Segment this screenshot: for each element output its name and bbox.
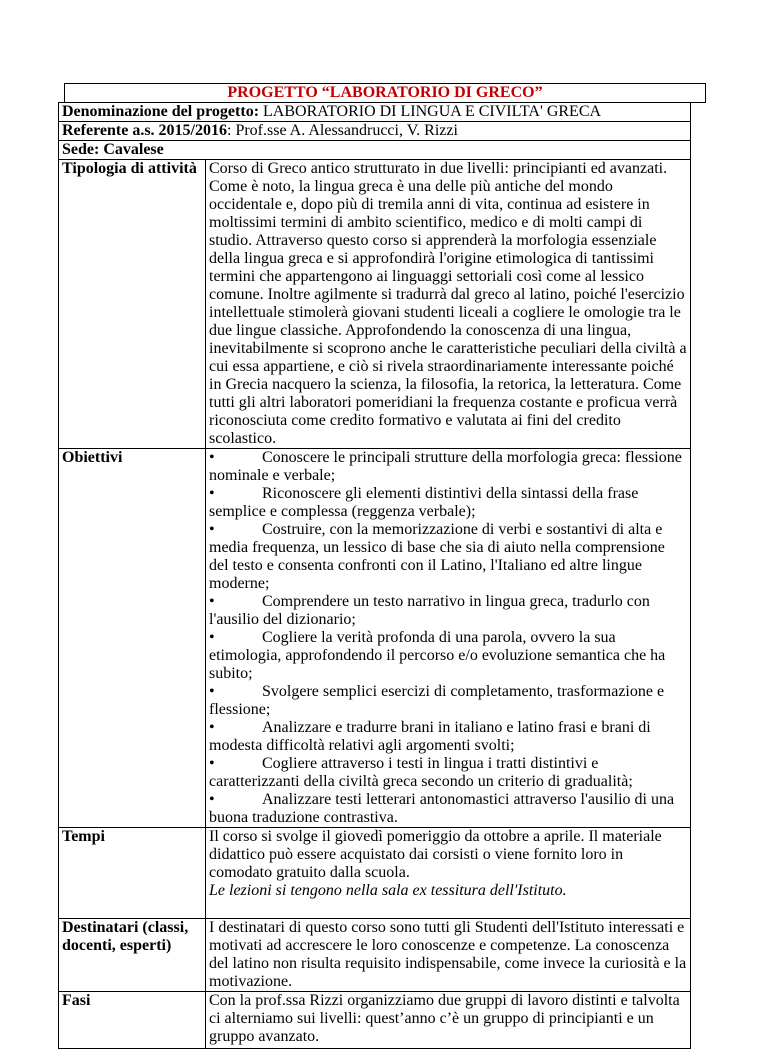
bullet: • [209, 629, 215, 646]
tipologia-text: Corso di Greco antico strutturato in due livelli: principianti ed avanzati. Come è noto, la lingua greca è una delle più antiche del mondo occidentale e, dopo più di tremila anni di vita, continua ad esistere in moltissimi termini di ambito scientifico, medico e di molti campi di studio. Attraverso questo corso si apprenderà la morfologia essenziale della lingua greca e si approfondirà l'origine etimologica di tantissimi termini che appartengono ai linguaggi settoriali così come al lessico comune. Inoltre agilmente si tradurrà dal greco al latino, poiché l'esercizio intellettuale stimolerà giovani studenti liceali a cogliere le omologie tra le due lingue classiche. Approfondendo la conoscenza di una lingua, inevitabilmente si scoprono anche le caratteristiche peculiari della civiltà a cui essa appartiene, e ciò si rivela straordinariamente interessante poiché in Grecia nacquero la scienza, la filosofia, la retorica, la letteratura. Come tutti gli altri laboratori pomeridiani la frequenza costante e proficua verrà riconosciuta come credito formativo e valutata ai fini del credito scolastico. [206, 160, 691, 449]
document-title: PROGETTO “LABORATORIO DI GRECO” [64, 83, 706, 103]
obiettivi-list [206, 449, 691, 828]
destinatari-text: I destinatari di questo corso sono tutti gli Studenti dell'Istituto interessati e motivati ad accrescere le loro conoscenze e competenze. La conoscenza del latino non risulta requisito indispensabile, come invece la curiosità e la motivazione. [206, 919, 691, 992]
table-row [59, 449, 691, 828]
objective-text: Analizzare testi letterari antonomastici attraverso l'ausilio di una buona traduzione contrastiva. [209, 791, 675, 826]
objective-text: Comprendere un testo narrativo in lingua greca, tradurlo con l'ausilio del dizionario; [209, 593, 650, 628]
tempi-note: Le lezioni si tengono nella sala ex tessitura dell'Istituto. [209, 882, 567, 899]
bullet: • [209, 755, 215, 772]
objective-text: Conoscere le principali strutture della morfologia greca: flessione nominale e verbale; [209, 449, 682, 484]
fasi-label: Fasi [59, 992, 206, 1049]
table-row [59, 828, 691, 919]
referente-value: : Prof.sse A. Alessandrucci, V. Rizzi [227, 122, 458, 139]
objective-text: Cogliere la verità profonda di una parola, ovvero la sua etimologia, approfondendo il percorso e/o evoluzione semantica che ha subito; [209, 629, 666, 682]
fasi-text: Con la prof.ssa Rizzi organizziamo due gruppi di lavoro distinti e talvolta ci alterniamo sui livelli: quest’anno c’è un gruppo di principianti e un gruppo avanzato. [206, 992, 691, 1049]
table-row [59, 160, 691, 449]
referente-label: Referente a.s. 2015/2016 [62, 122, 227, 139]
objective-item [209, 521, 688, 593]
project-name-label: Denominazione del progetto: [62, 103, 260, 120]
table-row [59, 919, 691, 992]
tipologia-label: Tipologia di attività [59, 160, 206, 449]
objective-text: Costruire, con la memorizzazione di verbi e sostantivi di alta e media frequenza, un lessico di base che sia di aiuto nella comprensione del testo e consenta confronti con il Latino, l'Italiano ed altre lingue moderne; [209, 521, 665, 592]
table-row [59, 992, 691, 1049]
bullet: • [209, 449, 215, 466]
tempi-cell [206, 828, 691, 919]
project-table [58, 102, 691, 1049]
objective-item [209, 593, 688, 629]
objective-item [209, 791, 688, 827]
bullet: • [209, 791, 215, 808]
project-name-value: LABORATORIO DI LINGUA E CIVILTA' GRECA [259, 103, 602, 120]
referente-cell [59, 122, 691, 141]
objective-text: Svolgere semplici esercizi di completamento, trasformazione e flessione; [209, 683, 665, 718]
objective-item [209, 755, 688, 791]
table-row [59, 122, 691, 141]
bullet: • [209, 719, 215, 736]
bullet: • [209, 485, 215, 502]
tempi-label: Tempi [59, 828, 206, 919]
objective-item [209, 719, 688, 755]
objective-item [209, 629, 688, 683]
obiettivi-label: Obiettivi [59, 449, 206, 828]
objective-item [209, 449, 688, 485]
objective-item [209, 683, 688, 719]
sede-cell [59, 141, 691, 160]
bullet: • [209, 593, 215, 610]
destinatari-label: Destinatari (classi, docenti, esperti) [59, 919, 206, 992]
sede-label: Sede: Cavalese [62, 141, 164, 158]
table-row [59, 103, 691, 122]
project-name-cell [59, 103, 691, 122]
objective-text: Analizzare e tradurre brani in italiano e latino frasi e brani di modesta difficoltà relativi agli argomenti svolti; [209, 719, 651, 754]
objective-text: Cogliere attraverso i testi in lingua i tratti distintivi e caratterizzanti della civiltà greca secondo un criterio di gradualità; [209, 755, 633, 790]
objective-item [209, 485, 688, 521]
bullet: • [209, 683, 215, 700]
table-row [59, 141, 691, 160]
objective-text: Riconoscere gli elementi distintivi della sintassi della frase semplice e complessa (reggenza verbale); [209, 485, 639, 520]
bullet: • [209, 521, 215, 538]
tempi-text: Il corso si svolge il giovedì pomeriggio da ottobre a aprile. Il materiale didattico può essere acquistato dai corsisti o viene fornito loro in comodato gratuito dalla scuola. [209, 828, 662, 881]
